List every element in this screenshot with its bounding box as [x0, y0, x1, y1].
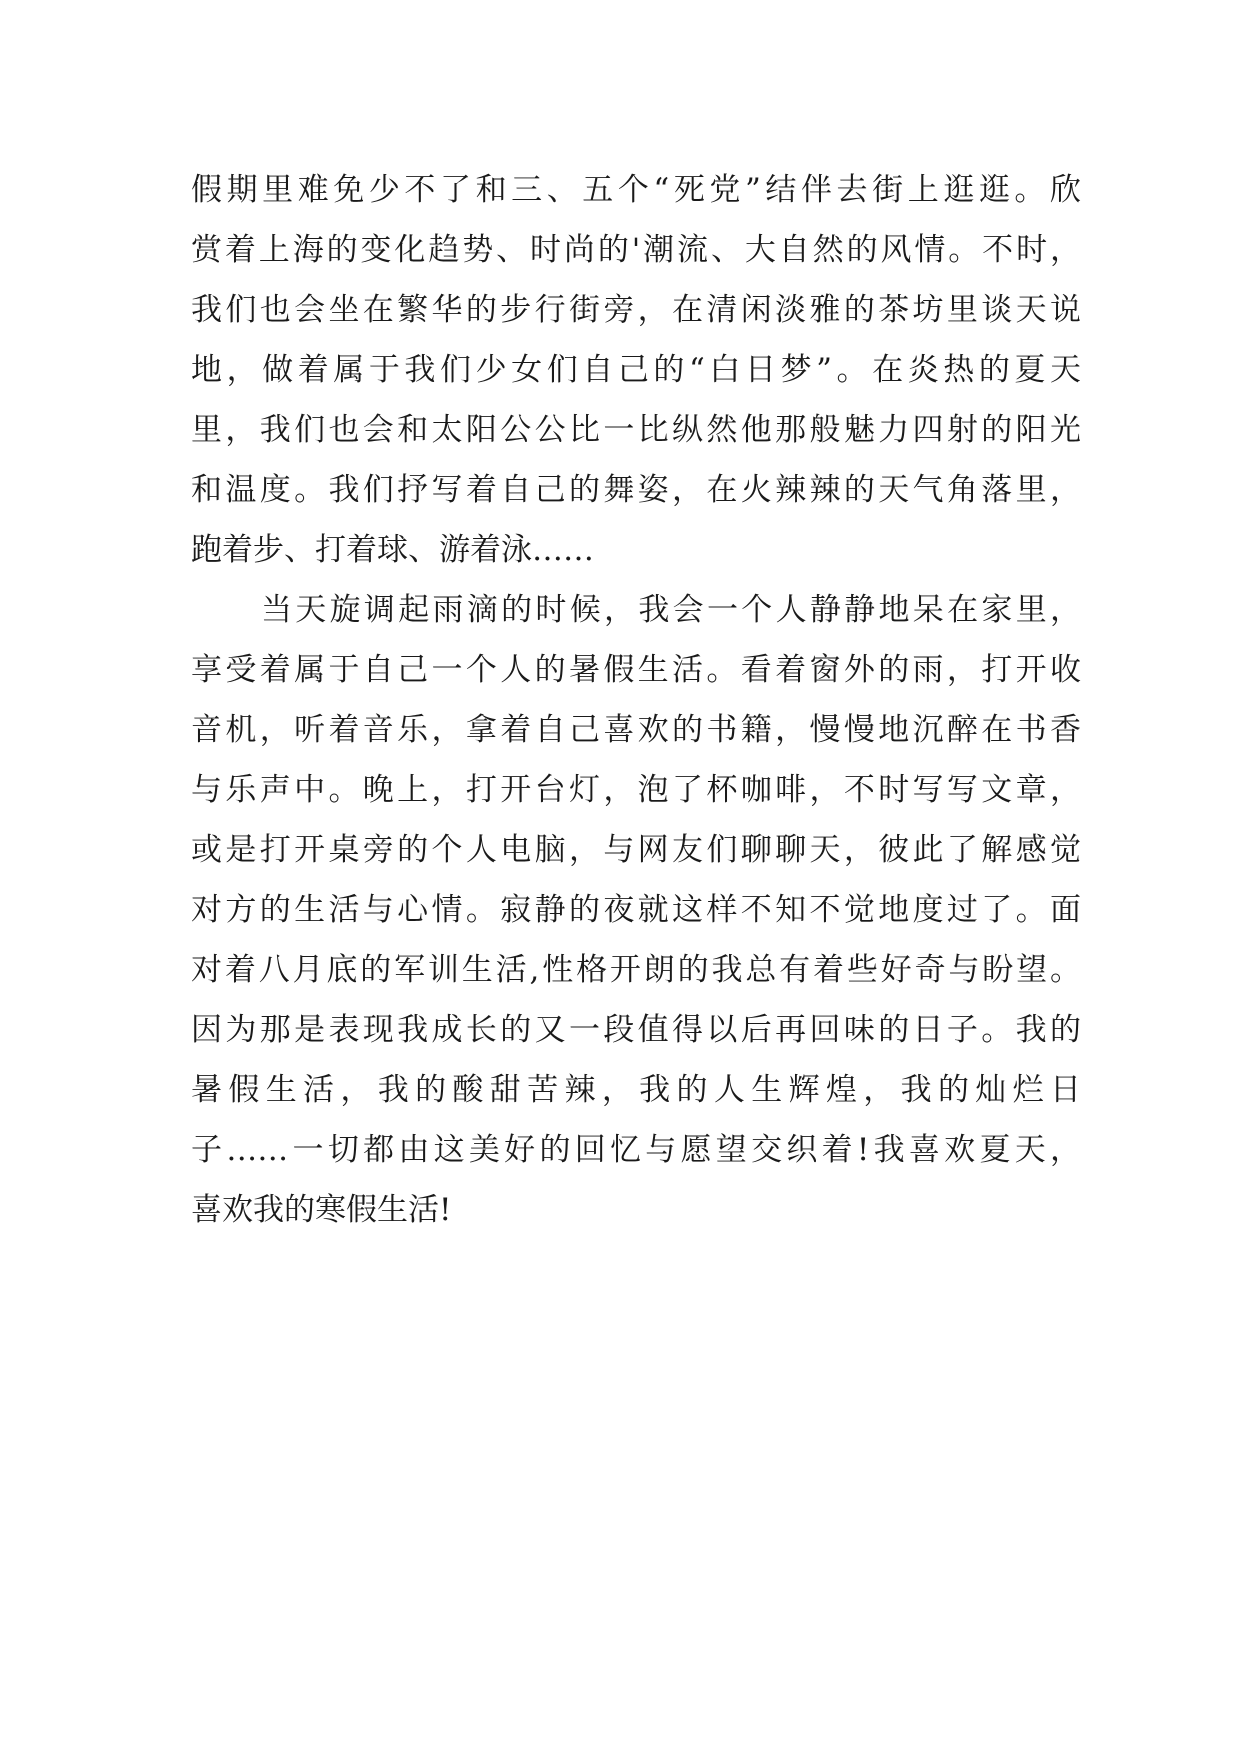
text-line: 和温度。我们抒写着自己的舞姿，在火辣辣的天气角落里，: [191, 472, 1081, 508]
text-line: 子……一切都由这美好的回忆与愿望交织着!我喜欢夏天，: [191, 1132, 1081, 1168]
text-line: 喜欢我的寒假生活!: [191, 1192, 452, 1228]
text-line: 跑着步、打着球、游着泳……: [191, 532, 594, 568]
text-line: 或是打开桌旁的个人电脑，与网友们聊聊天，彼此了解感觉: [191, 832, 1081, 868]
text-line: 假期里难免少不了和三、五个“死党”结伴去街上逛逛。欣: [191, 172, 1081, 208]
paragraph-1: [191, 160, 1081, 580]
text-line: 地，做着属于我们少女们自己的“白日梦”。在炎热的夏天: [191, 352, 1081, 388]
text-line: 暑假生活，我的酸甜苦辣，我的人生辉煌，我的灿烂日: [191, 1072, 1081, 1108]
paragraph-2: [191, 580, 1081, 1240]
text-line: 与乐声中。晚上，打开台灯，泡了杯咖啡，不时写写文章，: [191, 772, 1081, 808]
body-text: [191, 160, 1081, 1240]
text-line: 里，我们也会和太阳公公比一比纵然他那般魅力四射的阳光: [191, 412, 1081, 448]
text-line: 我们也会坐在繁华的步行街旁，在清闲淡雅的茶坊里谈天说: [191, 292, 1081, 328]
text-line: 因为那是表现我成长的又一段值得以后再回味的日子。我的: [191, 1012, 1081, 1048]
text-line: 对方的生活与心情。寂静的夜就这样不知不觉地度过了。面: [191, 892, 1081, 928]
text-line: 对着八月底的军训生活,性格开朗的我总有着些好奇与盼望。: [191, 952, 1081, 988]
text-line: 赏着上海的变化趋势、时尚的'潮流、大自然的风情。不时，: [191, 232, 1081, 268]
text-line: 当天旋调起雨滴的时候，我会一个人静静地呆在家里，: [261, 592, 1081, 628]
text-line: 享受着属于自己一个人的暑假生活。看着窗外的雨，打开收: [191, 652, 1081, 688]
text-line: 音机，听着音乐，拿着自己喜欢的书籍，慢慢地沉醉在书香: [191, 712, 1081, 748]
